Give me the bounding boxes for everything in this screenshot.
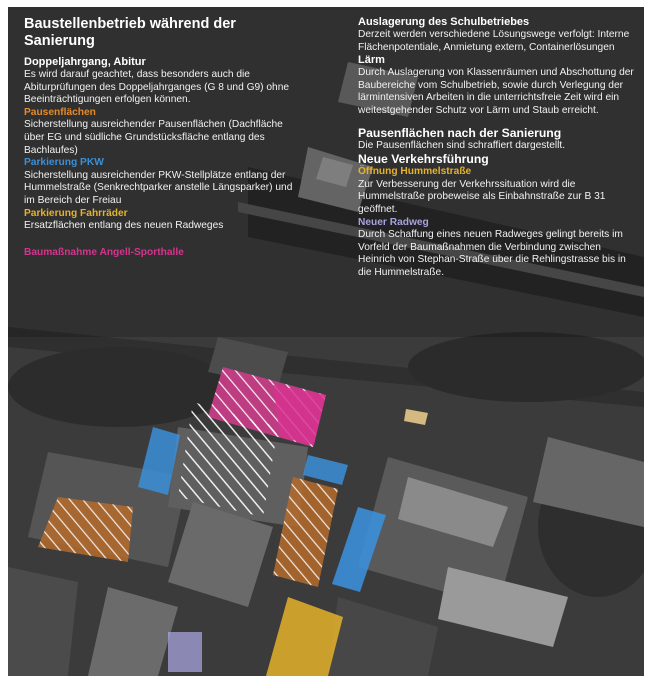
laerm-heading: Lärm [358,54,385,67]
page-title: Baustellenbetrieb während der Sanierung [24,16,236,49]
laerm-text: Durch Auslagerung von Klassenräumen und Abschottung der Baubereiche vom Schulbetrieb, sowie durch Verlegung der lärmintensiven Arbeiten in die unterrichtsfreie Zeit wird ein weitestgehender Schutz vor Lärm und Staub erreicht. [358,67,634,116]
parkierung-pkw-heading: Parkierung PKW [24,157,104,169]
radweg-marker [168,632,202,672]
right-text-column [358,16,634,280]
map-frame [8,7,644,676]
pausen-nach-text: Die Pausenflächen sind schraffiert dargestellt. [358,139,566,151]
parkierung-pkw-text: Sicherstellung ausreichender PKW-Stellplätze entlang der Hummelstraße (Senkrechtparker anstelle Längsparker) und im Bereich der Freiau [24,169,293,206]
doppeljahrgang-heading: Doppeljahrgang, Abitur [24,56,146,68]
verkehr-heading: Neue Verkehrsführung [358,152,489,167]
auslagerung-heading: Auslagerung des Schulbetriebes [358,16,530,28]
oeffnung-text: Zur Verbesserung der Verkehrssituation wird die Hummelstraße probeweise als Einbahnstraße zur B 31 geöffnet. [358,178,606,215]
pausen-nach-heading: Pausenflächen nach der Sanierung [358,125,562,140]
doppeljahrgang-text: Es wird darauf geachtet, dass besonders auch die Abiturprüfungen des Doppeljahrganges (G 8 und G9) ohne Beeinträchtigungen erfolgen können. [24,69,290,106]
parkierung-fahrraeder-text: Ersatzflächen entlang des neuen Radweges [24,220,224,232]
baumassnahme-label: Baumaßnahme Angell-Sporthalle [24,246,184,258]
oeffnung-heading: Öffnung Hummelstraße [358,166,472,178]
parkierung-fahrraeder-heading: Parkierung Fahrräder [24,207,128,219]
auslagerung-text: Derzeit werden verschiedene Lösungswege verfolgt: Interne Flächenpotentiale, Anmietung extern, Containerlösungen [358,29,630,53]
radweg-heading: Neuer Radweg [358,216,429,228]
pausenflaechen-text: Sicherstellung ausreichender Pausenflächen (Dachfläche über EG und südliche Grundstücksfläche entlang des Bachlaufes) [24,119,283,156]
radweg-text: Durch Schaffung eines neuen Radweges gelingt bereits im Vorfeld der Baumaßnahmen die Verbindung zwischen Heinrich von Stephan-Straße über die Rehlingstrasse bis in die Hummelstraße. [358,229,626,278]
left-text-column [24,16,304,259]
pausenflaechen-heading: Pausenflächen [24,106,96,118]
